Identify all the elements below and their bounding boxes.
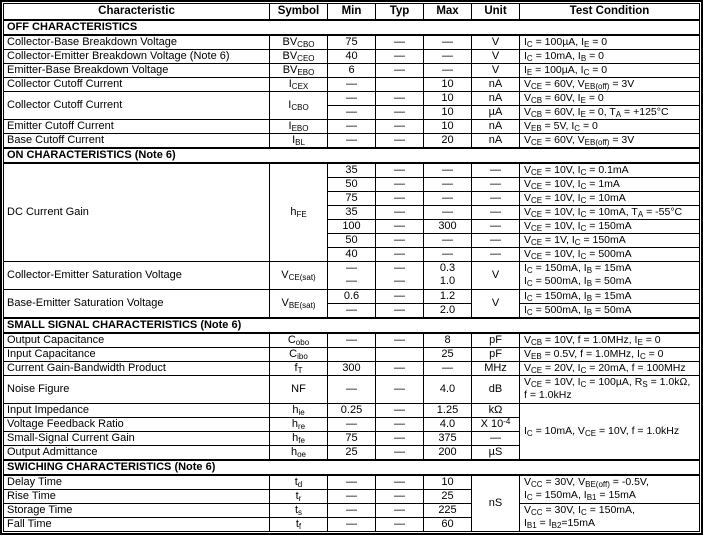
cell-unit: — xyxy=(472,205,520,219)
cell-test-condition: $V_{CB} = 10V$, f = 1.0MHz, $I_E = 0$ xyxy=(520,333,700,348)
cell-min xyxy=(328,347,376,361)
cell-unit: — xyxy=(472,431,520,445)
cell-typ: — xyxy=(376,35,424,50)
cell-max: — xyxy=(424,247,472,261)
cell-min: — xyxy=(328,375,376,403)
cell-max: 10 xyxy=(424,77,472,91)
cell-unit: V xyxy=(472,35,520,50)
cell-typ: — xyxy=(376,289,424,303)
cell-typ: — xyxy=(376,375,424,403)
cell-min: — xyxy=(328,133,376,148)
cell-symbol: $C_{ibo}$ xyxy=(270,347,328,361)
column-header-min: Min xyxy=(328,4,376,20)
cell-unit: dB xyxy=(472,375,520,403)
cell-min: 300 xyxy=(328,361,376,375)
cell-unit: nA xyxy=(472,133,520,148)
cell-max: — xyxy=(424,191,472,205)
cell-characteristic: Collector-Emitter Saturation Voltage xyxy=(4,261,270,289)
cell-typ: — xyxy=(376,233,424,247)
cell-min: 40 xyxy=(328,49,376,63)
cell-symbol: $V_{BE(sat)}$ xyxy=(270,289,328,318)
cell-test-condition: $V_{CE} = 1V$, $I_C = 150mA$ xyxy=(520,233,700,247)
cell-max: — xyxy=(424,49,472,63)
cell-test-condition: $V_{EB} = 5V$, $I_C = 0$ xyxy=(520,119,700,133)
cell-min: — — xyxy=(328,261,376,289)
cell-unit: nA xyxy=(472,91,520,105)
cell-test-condition: $V_{CE} = 10V$, $I_C = 10mA$, $T_A = -55^\circ C$ xyxy=(520,205,700,219)
cell-unit: — xyxy=(472,177,520,191)
cell-unit: — xyxy=(472,247,520,261)
cell-max: 25 xyxy=(424,489,472,503)
cell-typ: — xyxy=(376,247,424,261)
cell-typ: — xyxy=(376,445,424,460)
cell-typ: — xyxy=(376,205,424,219)
table-row xyxy=(4,503,700,517)
cell-min: 75 xyxy=(328,431,376,445)
cell-symbol: $h_{fe}$ xyxy=(270,431,328,445)
cell-min: 75 xyxy=(328,191,376,205)
section-header-row xyxy=(4,20,700,35)
cell-unit: nA xyxy=(472,119,520,133)
cell-typ: — xyxy=(376,417,424,431)
cell-symbol: $I_{BL}$ xyxy=(270,133,328,148)
cell-typ: — xyxy=(376,503,424,517)
cell-min: — xyxy=(328,417,376,431)
cell-characteristic: Emitter Cutoff Current xyxy=(4,119,270,133)
cell-test-condition: $V_{CE} = 10V$, $I_C = 10mA$ xyxy=(520,191,700,205)
cell-test-condition: $V_{CE} = 10V$, $I_C = 0.1mA$ xyxy=(520,163,700,178)
cell-max: 60 xyxy=(424,517,472,531)
cell-symbol: $h_{ie}$ xyxy=(270,403,328,417)
cell-max: 300 xyxy=(424,219,472,233)
cell-test-condition: $V_{CE} = 20V$, $I_C = 20mA$, f = 100MHz xyxy=(520,361,700,375)
cell-typ: — xyxy=(376,431,424,445)
cell-max: 10 xyxy=(424,475,472,490)
column-header-symbol: Symbol xyxy=(270,4,328,20)
cell-test-condition: $V_{CE} = 10V$, $I_C = 1mA$ xyxy=(520,177,700,191)
cell-characteristic: Base Cutoff Current xyxy=(4,133,270,148)
cell-min: 50 xyxy=(328,233,376,247)
characteristics-table xyxy=(3,3,700,532)
table-row xyxy=(4,333,700,348)
cell-test-condition: $V_{CC} = 30V$, $I_C = 150mA$, $I_{B1} = I_{B2}=15mA$ xyxy=(520,503,700,531)
section-title: SMALL SIGNAL CHARACTERISTICS (Note 6) xyxy=(4,318,700,333)
column-header-max: Max xyxy=(424,4,472,20)
section-header-row xyxy=(4,148,700,163)
cell-test-condition: $V_{CE} = 10V$, $I_C = 500mA$ xyxy=(520,247,700,261)
section-title: ON CHARACTERISTICS (Note 6) xyxy=(4,148,700,163)
cell-typ: — xyxy=(376,177,424,191)
section-title: OFF CHARACTERISTICS xyxy=(4,20,700,35)
table-row xyxy=(4,133,700,148)
cell-max: — xyxy=(424,177,472,191)
cell-max: 10 xyxy=(424,119,472,133)
cell-symbol: $h_{oe}$ xyxy=(270,445,328,460)
cell-characteristic: Delay Time xyxy=(4,475,270,490)
cell-symbol: $h_{FE}$ xyxy=(270,163,328,262)
cell-max: 10 xyxy=(424,91,472,105)
cell-min: 75 xyxy=(328,35,376,50)
cell-min: 0.6 xyxy=(328,289,376,303)
cell-typ: — xyxy=(376,489,424,503)
cell-unit: V xyxy=(472,63,520,77)
cell-min: — xyxy=(328,489,376,503)
cell-symbol: $BV_{CEO}$ xyxy=(270,49,328,63)
cell-max: 10 xyxy=(424,105,472,119)
section-header-row xyxy=(4,460,700,475)
cell-min: — xyxy=(328,105,376,119)
cell-characteristic: Output Admittance xyxy=(4,445,270,460)
cell-unit: nA xyxy=(472,77,520,91)
cell-symbol: $C_{obo}$ xyxy=(270,333,328,348)
column-header-typ: Typ xyxy=(376,4,424,20)
cell-test-condition: $V_{CE} = 10V$, $I_C = 100\mu A$, $R_S = 1.0k\Omega$, f = 1.0kHz xyxy=(520,375,700,403)
cell-max: 4.0 xyxy=(424,375,472,403)
cell-symbol: NF xyxy=(270,375,328,403)
header-row xyxy=(4,4,700,20)
cell-test-condition: $V_{EB} = 0.5V$, f = 1.0MHz, $I_C = 0$ xyxy=(520,347,700,361)
cell-symbol: $I_{CBO}$ xyxy=(270,91,328,119)
cell-test-condition: $I_C = 10mA$, $I_B = 0$ xyxy=(520,49,700,63)
cell-characteristic: Rise Time xyxy=(4,489,270,503)
cell-min: 0.25 xyxy=(328,403,376,417)
table-row xyxy=(4,77,700,91)
cell-unit: µA xyxy=(472,105,520,119)
column-header-unit: Unit xyxy=(472,4,520,20)
cell-unit: X $10^{-4}$ xyxy=(472,417,520,431)
cell-symbol: $V_{CE(sat)}$ xyxy=(270,261,328,289)
cell-min: — xyxy=(328,303,376,318)
cell-symbol: $BV_{CBO}$ xyxy=(270,35,328,50)
cell-max: 1.2 xyxy=(424,289,472,303)
cell-max: — xyxy=(424,205,472,219)
cell-characteristic: Input Capacitance xyxy=(4,347,270,361)
cell-typ: — xyxy=(376,119,424,133)
cell-min: 40 xyxy=(328,247,376,261)
cell-symbol: $BV_{EBO}$ xyxy=(270,63,328,77)
cell-test-condition: $I_C = 10mA$, $V_{CE} = 10V$, f = 1.0kHz xyxy=(520,403,700,460)
cell-characteristic: Storage Time xyxy=(4,503,270,517)
cell-test-condition: $I_C = 500mA$, $I_B = 50mA$ xyxy=(520,303,700,318)
cell-min: 35 xyxy=(328,205,376,219)
cell-characteristic: Small-Signal Current Gain xyxy=(4,431,270,445)
cell-typ: — xyxy=(376,105,424,119)
cell-test-condition: $I_C = 150mA$, $I_B = 15mA$ $I_C = 500mA$, $I_B = 50mA$ xyxy=(520,261,700,289)
cell-unit: V xyxy=(472,49,520,63)
cell-characteristic: Collector Cutoff Current xyxy=(4,77,270,91)
cell-typ: — xyxy=(376,517,424,531)
cell-min: — xyxy=(328,333,376,348)
cell-min: 100 xyxy=(328,219,376,233)
table-row xyxy=(4,35,700,50)
cell-unit: — xyxy=(472,191,520,205)
cell-unit: pF xyxy=(472,333,520,348)
cell-min: — xyxy=(328,503,376,517)
cell-characteristic: Fall Time xyxy=(4,517,270,531)
table-row xyxy=(4,403,700,417)
cell-max: 2.0 xyxy=(424,303,472,318)
cell-unit: nS xyxy=(472,475,520,532)
cell-max: 20 xyxy=(424,133,472,148)
cell-characteristic: Collector-Base Breakdown Voltage xyxy=(4,35,270,50)
cell-min: 50 xyxy=(328,177,376,191)
table-row xyxy=(4,49,700,63)
cell-max: 4.0 xyxy=(424,417,472,431)
cell-symbol: $t_d$ xyxy=(270,475,328,490)
cell-typ: — xyxy=(376,475,424,490)
cell-unit: V xyxy=(472,261,520,289)
cell-unit: — xyxy=(472,219,520,233)
cell-symbol: $I_{EBO}$ xyxy=(270,119,328,133)
cell-test-condition: $I_C = 150mA$, $I_B = 15mA$ xyxy=(520,289,700,303)
cell-typ: — xyxy=(376,91,424,105)
cell-characteristic: Emitter-Base Breakdown Voltage xyxy=(4,63,270,77)
cell-unit: µS xyxy=(472,445,520,460)
cell-test-condition: $I_E = 100\mu A$, $I_C = 0$ xyxy=(520,63,700,77)
table-row xyxy=(4,361,700,375)
cell-characteristic: Collector-Emitter Breakdown Voltage (Note 6) xyxy=(4,49,270,63)
cell-characteristic: Voltage Feedback Ratio xyxy=(4,417,270,431)
table-row xyxy=(4,119,700,133)
cell-max: — xyxy=(424,163,472,178)
cell-typ: — xyxy=(376,303,424,318)
cell-max: — xyxy=(424,233,472,247)
cell-typ: — xyxy=(376,63,424,77)
cell-characteristic: Noise Figure xyxy=(4,375,270,403)
table-row xyxy=(4,475,700,490)
cell-test-condition: $V_{CC} = 30V$, $V_{BE(off)} = -0.5V$, $I_C = 150mA$, $I_{B1} = 15mA$ xyxy=(520,475,700,504)
cell-typ: — xyxy=(376,133,424,148)
cell-min: — xyxy=(328,91,376,105)
cell-typ: — xyxy=(376,163,424,178)
cell-characteristic: Collector Cutoff Current xyxy=(4,91,270,119)
cell-typ: — xyxy=(376,361,424,375)
cell-symbol: $f_T$ xyxy=(270,361,328,375)
section-header-row xyxy=(4,318,700,333)
cell-test-condition: $V_{CE} = 60V$, $V_{EB(off)} = 3V$ xyxy=(520,77,700,91)
cell-typ xyxy=(376,347,424,361)
cell-max: 375 xyxy=(424,431,472,445)
table-row xyxy=(4,375,700,403)
cell-characteristic: Current Gain-Bandwidth Product xyxy=(4,361,270,375)
table-body xyxy=(4,20,700,532)
cell-symbol: $t_f$ xyxy=(270,517,328,531)
cell-typ xyxy=(376,77,424,91)
cell-max: 1.25 xyxy=(424,403,472,417)
cell-unit: — xyxy=(472,163,520,178)
section-title: SWICHING CHARACTERISTICS (Note 6) xyxy=(4,460,700,475)
table-row xyxy=(4,163,700,178)
cell-unit: kΩ xyxy=(472,403,520,417)
cell-typ: — — xyxy=(376,261,424,289)
cell-test-condition: $V_{CB} = 60V$, $I_E = 0$, $T_A = +125^\circ C$ xyxy=(520,105,700,119)
cell-characteristic: Input Impedance xyxy=(4,403,270,417)
cell-symbol: $h_{re}$ xyxy=(270,417,328,431)
cell-min: — xyxy=(328,77,376,91)
cell-max: 25 xyxy=(424,347,472,361)
cell-characteristic: Output Capacitance xyxy=(4,333,270,348)
column-header-test-condition: Test Condition xyxy=(520,4,700,20)
cell-test-condition: $V_{CB} = 60V$, $I_E = 0$ xyxy=(520,91,700,105)
cell-max: 8 xyxy=(424,333,472,348)
cell-max: 0.3 1.0 xyxy=(424,261,472,289)
cell-min: 25 xyxy=(328,445,376,460)
cell-symbol: $t_s$ xyxy=(270,503,328,517)
cell-characteristic: DC Current Gain xyxy=(4,163,270,262)
cell-characteristic: Base-Emitter Saturation Voltage xyxy=(4,289,270,318)
cell-unit: — xyxy=(472,233,520,247)
cell-min: 35 xyxy=(328,163,376,178)
cell-test-condition: $V_{CE} = 10V$, $I_C = 150mA$ xyxy=(520,219,700,233)
cell-symbol: $t_r$ xyxy=(270,489,328,503)
cell-max: — xyxy=(424,63,472,77)
cell-unit: V xyxy=(472,289,520,318)
cell-test-condition: $V_{CE} = 60V$, $V_{EB(off)} = 3V$ xyxy=(520,133,700,148)
column-header-characteristic: Characteristic xyxy=(4,4,270,20)
cell-min: 6 xyxy=(328,63,376,77)
cell-test-condition: $I_C = 100\mu A$, $I_E = 0$ xyxy=(520,35,700,50)
cell-typ: — xyxy=(376,333,424,348)
table-row xyxy=(4,347,700,361)
cell-typ: — xyxy=(376,219,424,233)
cell-unit: pF xyxy=(472,347,520,361)
table-row xyxy=(4,63,700,77)
table-header xyxy=(4,4,700,20)
cell-max: 225 xyxy=(424,503,472,517)
cell-min: — xyxy=(328,119,376,133)
cell-typ: — xyxy=(376,403,424,417)
cell-max: — xyxy=(424,361,472,375)
cell-max: 200 xyxy=(424,445,472,460)
cell-min: — xyxy=(328,475,376,490)
table-row xyxy=(4,261,700,289)
table-row xyxy=(4,289,700,303)
table-row xyxy=(4,91,700,105)
cell-max: — xyxy=(424,35,472,50)
cell-typ: — xyxy=(376,49,424,63)
cell-min: — xyxy=(328,517,376,531)
cell-symbol: $I_{CEX}$ xyxy=(270,77,328,91)
cell-typ: — xyxy=(376,191,424,205)
cell-unit: MHz xyxy=(472,361,520,375)
